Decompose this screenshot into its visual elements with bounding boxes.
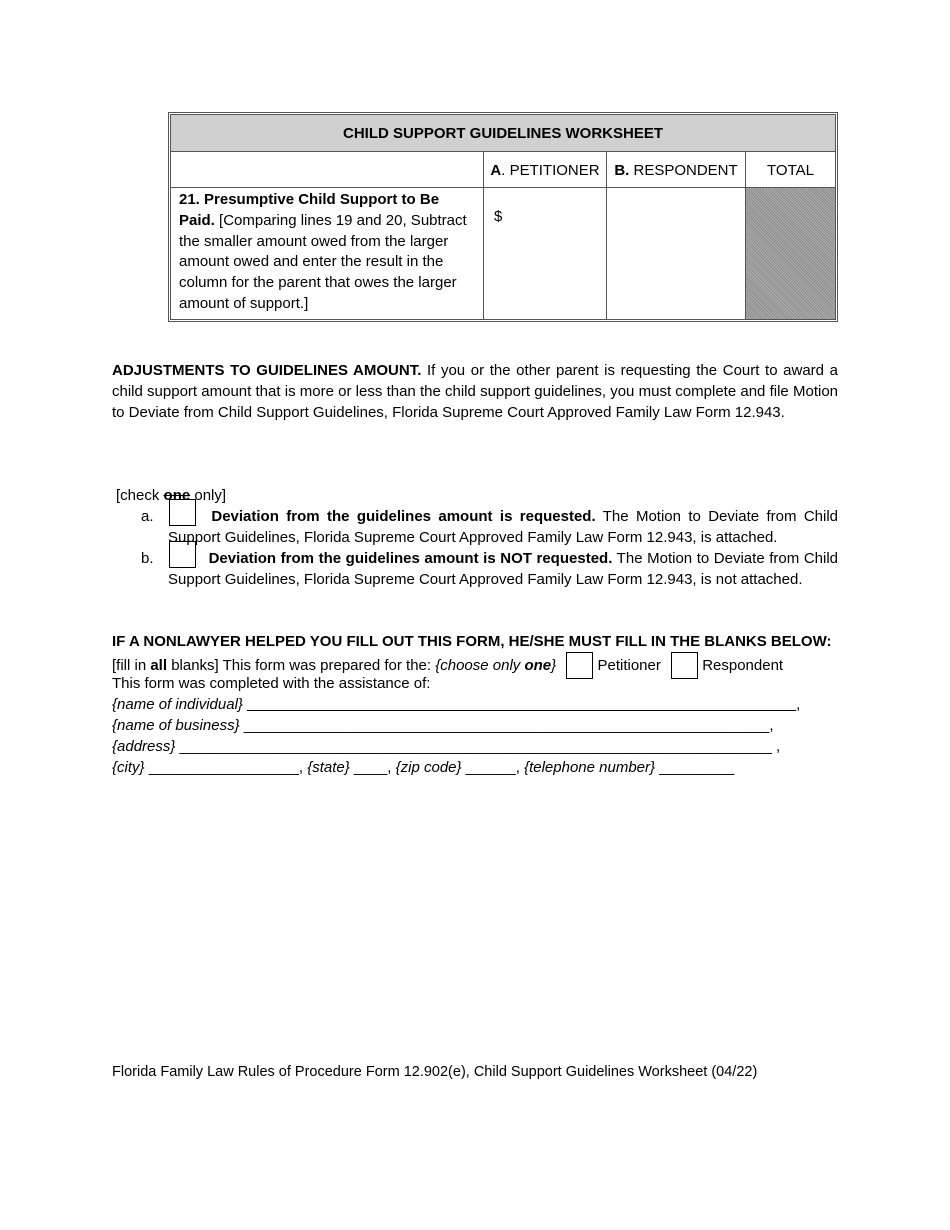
worksheet-row-21 bbox=[171, 188, 835, 319]
completed-with-line: This form was completed with the assistance of: bbox=[112, 675, 431, 692]
state-field[interactable]: ____, bbox=[349, 759, 396, 776]
name-business-field[interactable]: _______________________________________________________________, bbox=[239, 717, 774, 734]
header-total: TOTAL bbox=[767, 162, 814, 179]
line-21-description: 21. Presumptive Child Support to Be Paid. [Comparing lines 19 and 20, Subtract the smaller amount owed from the larger amount owed and enter the result in the column for the parent that owes the larger amount of support.] bbox=[171, 188, 484, 319]
form-footer: Florida Family Law Rules of Procedure Form 12.902(e), Child Support Guidelines Worksheet (04/22) bbox=[112, 1064, 758, 1080]
worksheet-header-row bbox=[171, 152, 835, 188]
line-21-respondent-field[interactable] bbox=[607, 188, 746, 319]
address-field[interactable]: _______________________________________________________________________ , bbox=[175, 738, 781, 755]
name-business-line: {name of business} _______________________________________________________________, bbox=[112, 717, 774, 734]
option-a-checkbox[interactable] bbox=[169, 499, 196, 526]
line-21-total-shaded bbox=[746, 188, 835, 319]
prepared-for-line: [fill in all blanks] This form was prepared for the: {choose only one} Petitioner Respondent bbox=[112, 652, 783, 679]
city-field[interactable]: __________________, bbox=[144, 759, 308, 776]
line-21-petitioner-field[interactable]: $ bbox=[484, 188, 607, 319]
check-one-instruction: [check one only] bbox=[116, 487, 227, 504]
name-individual-line: {name of individual} , bbox=[112, 696, 801, 713]
option-b-checkbox[interactable] bbox=[169, 541, 196, 568]
respondent-checkbox[interactable] bbox=[671, 652, 698, 679]
telephone-field[interactable]: _________ bbox=[655, 759, 735, 776]
nonlawyer-heading: IF A NONLAWYER HELPED YOU FILL OUT THIS FORM, HE/SHE MUST FILL IN THE BLANKS BELOW: bbox=[112, 633, 832, 650]
petitioner-checkbox[interactable] bbox=[566, 652, 593, 679]
worksheet-title: CHILD SUPPORT GUIDELINES WORKSHEET bbox=[171, 115, 835, 152]
option-b: b. Deviation from the guidelines amount is NOT requested. The Motion to Deviate from Child Support Guidelines, Florida Supreme Court Approved Family Law Form 12.943, is not attached. bbox=[112, 548, 838, 590]
header-petitioner: A. PETITIONER bbox=[484, 152, 607, 187]
option-a: a. Deviation from the guidelines amount is requested. The Motion to Deviate from Child Support Guidelines, Florida Supreme Court Approved Family Law Form 12.943, is attached. bbox=[112, 506, 838, 548]
header-blank-cell bbox=[171, 152, 484, 187]
address-line: {address} _______________________________________________________________________ , bbox=[112, 738, 781, 755]
worksheet-table bbox=[168, 112, 838, 322]
header-respondent: B. RESPONDENT bbox=[607, 152, 746, 187]
city-state-zip-line: {city} __________________, {state} ____, {zip code} ______, {telephone number} _________ bbox=[112, 759, 735, 776]
zip-field[interactable]: ______, bbox=[461, 759, 525, 776]
adjustments-paragraph: ADJUSTMENTS TO GUIDELINES AMOUNT. If you or the other parent is requesting the Court to award a child support amount that is more or less than the child support guidelines, you must complete and file Motion to Deviate from Child Support Guidelines, Florida Supreme Court Approved Family Law Form 12.943. bbox=[112, 362, 838, 421]
name-individual-field[interactable] bbox=[247, 696, 796, 711]
